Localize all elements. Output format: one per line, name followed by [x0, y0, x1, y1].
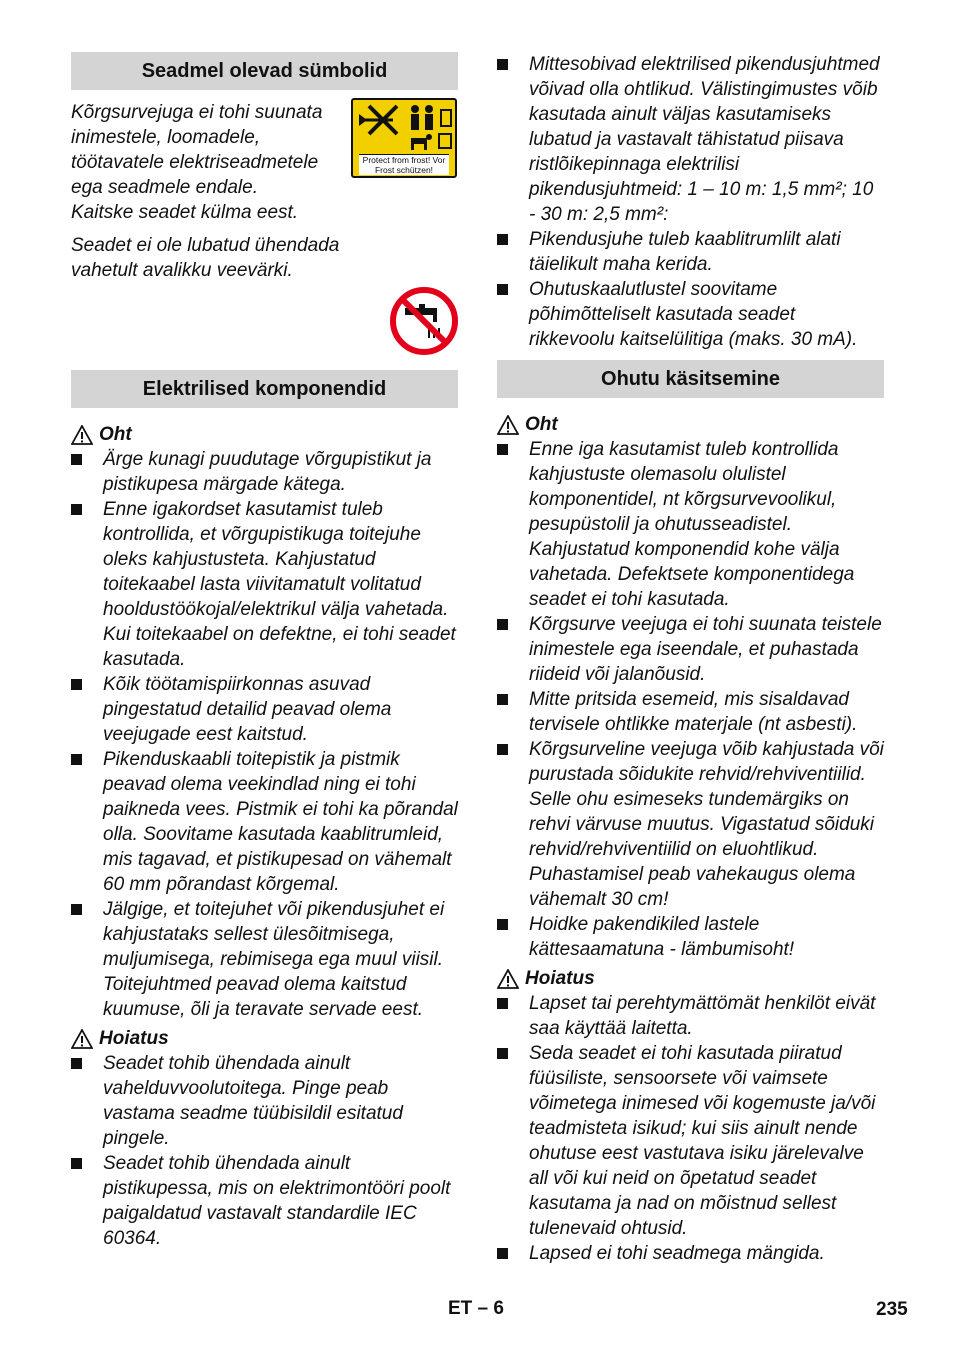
- danger-label-text: Oht: [525, 414, 558, 435]
- warning-label: [71, 1026, 458, 1051]
- danger-label-text: Oht: [99, 424, 132, 445]
- list-item: Lapset tai perehtymättömät henkilöt eivät saa käyttää laitetta.: [497, 991, 884, 1041]
- symbols-para-frost: Kaitske seadet külma eest.: [71, 202, 299, 223]
- footer-section-ref: ET – 6: [448, 1298, 504, 1319]
- list-item: Pikendusjuhe tuleb kaablitrumlilt alati täielikult maha kerida.: [497, 227, 884, 277]
- danger-label: [497, 412, 884, 437]
- sign-pictogram-icon: [353, 100, 455, 154]
- list-item: Jälgige, et toitejuhet või pikendusjuhet ei kahjustataks sellest ülesõitmisega, muljumisega, rebimisega ega muul viisil. Toitejuhtmed peavad olema kaitstud kuumuse, õli ja teravate servade eest.: [71, 897, 458, 1022]
- safe-danger-list: [497, 437, 884, 962]
- list-item: Mittesobivad elektrilised pikendusjuhtmed võivad olla ohtlikud. Välistingimustes võib kasutada ainult väljas kasutamiseks lubatud ja vastavalt tähistatud piisava ristlõikepinnaga elektrilisi pikendusjuhtmeid: 1 – 10 m: 1,5 mm²; 10 - 30 m: 2,5 mm²:: [497, 52, 884, 227]
- left-column: [71, 52, 458, 1251]
- list-item: Mitte pritsida esemeid, mis sisaldavad tervisele ohtlikke materjale (nt asbesti).: [497, 687, 884, 737]
- list-item: Seadet tohib ühendada ainult pistikupessa, mis on elektrimontööri poolt paigaldatud vastavalt standardile IEC 60364.: [71, 1151, 458, 1251]
- list-item: Seadet tohib ühendada ainult vahelduvvoolutoitega. Pinge peab vastama seadme tüübisildil esitatud pingele.: [71, 1051, 458, 1151]
- symbols-para-water-supply: Seadet ei ole lubatud ühendada vahetult avalikku veevärki.: [71, 235, 340, 281]
- electrical-danger-list: [71, 447, 458, 1022]
- sign-text: Protect from frost! Vor Frost schützen!: [359, 154, 449, 175]
- symbols-para-jet: Kõrgsurvejuga ei tohi suunata inimestele, loomadele, töötavatele elektriseadmetele ega seadmele endale.: [71, 102, 323, 198]
- warning-triangle-icon: [497, 415, 519, 435]
- cable-list: [497, 52, 884, 352]
- list-item: Enne iga kasutamist tuleb kontrollida kahjustuste olemasolu olulistel komponentidel, nt kõrgsurvevoolikul, pesupüstolil ja ohutusseadistel. Kahjustatud komponendid kohe välja vahetada. Defektsete komponentidega seadet ei tohi kasutada.: [497, 437, 884, 612]
- right-column: [497, 52, 884, 1266]
- list-item: Pikenduskaabli toitepistik ja pistmik peavad olema veekindlad ning ei tohi paikneda vees. Pistmik ei tohi ka põrandal olla. Soovitame kasutada kaablitrumleid, mis tagavad, et pistikupesad on vähemalt 60 mm põrandast kõrgemal.: [71, 747, 458, 897]
- warning-triangle-icon: [497, 969, 519, 989]
- list-item: Kõrgsurveline veejuga võib kahjustada või purustada sõidukite rehvid/rehviventiilid. Selle ohu esimeseks tundemärgiks on rehvi värvuse muutus. Vigastatud sõiduki rehvid/rehviventiilid on eluohtlikud. Puhastamisel peab vahekaugus olema vähemalt 30 cm!: [497, 737, 884, 912]
- list-item: Kõrgsurve veejuga ei tohi suunata teistele inimestele ega iseendale, et puhastada riideid või jalanõusid.: [497, 612, 884, 687]
- list-item: Seda seadet ei tohi kasutada piiratud füüsiliste, sensoorsete või vaimsete võimetega inimesed või kogemuste ja/või teadmisteta isikud; kui siis ainult nende ohutuse eest vastutava isiku järelevalve all või kui neid on õpetatud seadet kasutama ja nad on mõistnud sellest tulenevaid ohtusid.: [497, 1041, 884, 1241]
- danger-label: [71, 422, 458, 447]
- list-item: Kõik töötamispiirkonnas asuvad pingestatud detailid peavad olema veejugade eest kaitstud.: [71, 672, 458, 747]
- safe-warning-list: [497, 991, 884, 1266]
- section-title-electrical: Elektrilised komponendid: [71, 370, 458, 408]
- warning-triangle-icon: [71, 425, 93, 445]
- list-item: Ärge kunagi puudutage võrgupistikut ja pistikupesa märgade kätega.: [71, 447, 458, 497]
- list-item: Ohutuskaalutlustel soovitame põhimõtteliselt kasutada seadet rikkevoolu kaitselülitiga (maks. 30 mA).: [497, 277, 884, 352]
- page-number: 235: [876, 1299, 908, 1320]
- warning-triangle-icon: [71, 1029, 93, 1049]
- section-title-safe-handling: Ohutu käsitsemine: [497, 360, 884, 398]
- section-title-symbols: Seadmel olevad sümbolid: [71, 52, 458, 90]
- list-item: Lapsed ei tohi seadmega mängida.: [497, 1241, 884, 1266]
- warning-label-text: Hoiatus: [99, 1028, 169, 1049]
- no-direct-connection-icon: [389, 286, 459, 356]
- symbols-block: [71, 100, 458, 300]
- warning-label-text: Hoiatus: [525, 968, 595, 989]
- protect-from-frost-sign: [351, 98, 457, 178]
- list-item: Enne igakordset kasutamist tuleb kontrollida, et võrgupistikuga toitejuhe oleks kahjustusteta. Kahjustatud toitekaabel lasta viivitamatult volitatud hooldustöökojal/elektrikul välja vahetada. Kui toitekaabel on defektne, ei tohi seadet kasutada.: [71, 497, 458, 672]
- list-item: Hoidke pakendikiled lastele kättesaamatuna - lämbumisoht!: [497, 912, 884, 962]
- electrical-warning-list: [71, 1051, 458, 1251]
- warning-label: [497, 966, 884, 991]
